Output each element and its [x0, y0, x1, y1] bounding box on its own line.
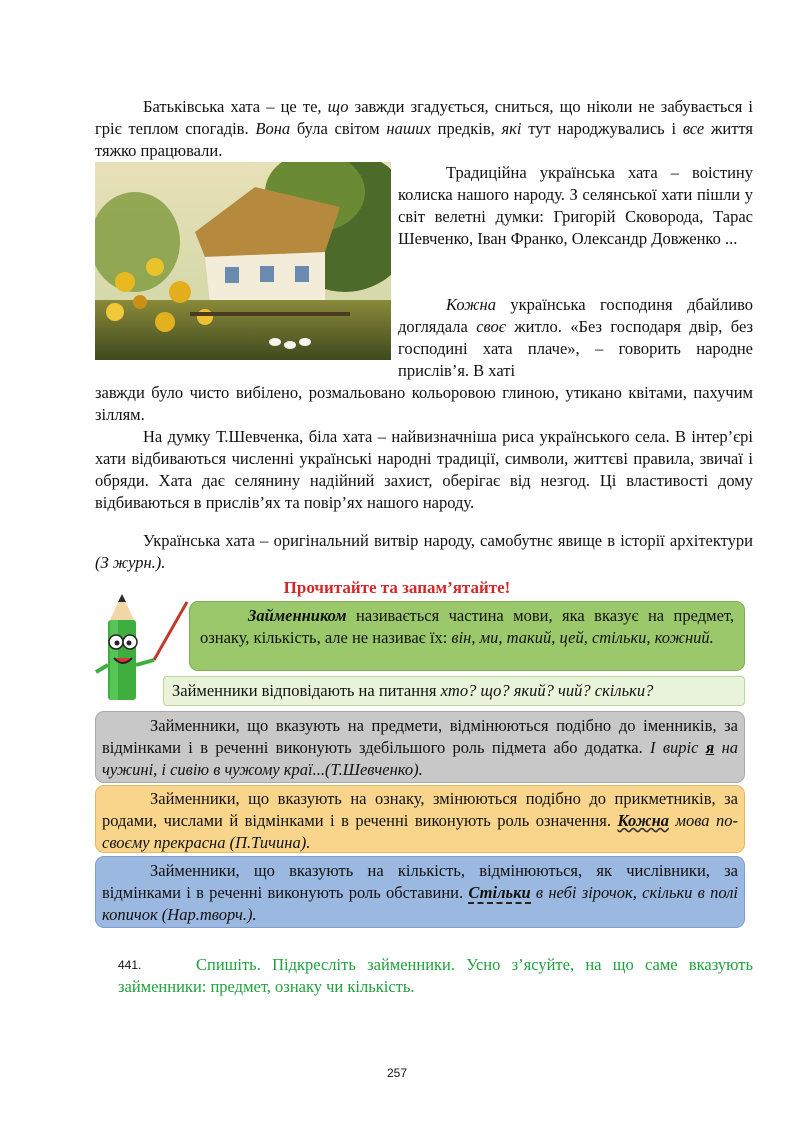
pronoun: все — [682, 119, 705, 138]
term-pronoun: Займенником — [248, 606, 347, 625]
rule-attribute-box: Займенники, що вказують на ознаку, змінюються подібно до прикметників, за родами, числами й відмінками і в реченні виконують роль означення. Кожна мова по-своєму прекрасна (П.Тичина). — [95, 785, 745, 853]
paragraph-housewife: Кожна українська господиня дбайливо доглядала своє житло. «Без господаря двір, без господині хата плаче», – говорить народне прислів’я. В хаті — [398, 295, 753, 380]
pronoun: які — [501, 119, 522, 138]
paragraph-intro: Батьківська хата – це те, що завжди згадується, сниться, що ніколи не забувається і гріє теплом спогадів. Вона була світом наших предків, які тут народжувались і все життя тяжко працювали. — [95, 97, 753, 160]
rule-quantity-box: Займенники, що вказують на кількість, відмінюються, як числівники, за відмінками і в реченні виконують роль обставини. Стільки в небі зірочок, скільки в полі копичок (Нар.творч.). — [95, 856, 745, 928]
page-number: 257 — [386, 1066, 408, 1080]
exercise-number: 441. — [118, 958, 142, 972]
pronoun: наших — [386, 119, 431, 138]
rule-questions-box: Займенники відповідають на питання хто? що? який? чий? скільки? — [163, 676, 745, 706]
underlined-pronoun: Кожна — [617, 811, 670, 830]
pronoun: Вона — [255, 119, 291, 138]
rule-title: Прочитайте та запам’ятайте! — [283, 578, 511, 597]
village-house-painting — [95, 162, 391, 360]
paragraph-shevchenko: На думку Т.Шевченка, біла хата – найвизначніша риса українського села. В інтер’єрі хати відбиваються численні українські народні традиції, символи, життєві правила, звичаї і обряди. Хата дає селянину надійний захист, оберігає від незгод. Ці властивості дому відбиваються в прислів’ях та повір’ях нашого народу. — [95, 427, 753, 512]
exercise-text: Спишіть. Підкресліть займенники. Усно з’ясуйте, на що саме вказують займенники: предмет, ознаку чи кількість. — [118, 955, 753, 996]
underlined-pronoun: я — [705, 738, 715, 757]
pronoun: що — [327, 97, 349, 116]
paragraph-architecture: Українська хата – оригінальний витвір народу, самобутнє явище в історії архітектури (З журн.). — [95, 531, 753, 572]
rule-object-box: Займенники, що вказують на предмети, відмінюються подібно до іменників, за відмінками і в реченні виконують здебільшого роль підмета або додатка. І виріс я на чужині, і сивію в чужому краї...(Т.Шевченко). — [95, 711, 745, 783]
paragraph-housewife-cont: завжди було чисто вибілено, розмальовано кольоровою глиною, утикано квітами, пахучим зіллям. — [95, 383, 753, 424]
paragraph-cradle: Традиційна українська хата – воістину колиска нашого народу. З селянської хати пішли у світ велетні думки: Григорій Сковорода, Тарас Шевченко, Іван Франко, Олександр Довженко ... — [398, 163, 753, 248]
underlined-pronoun: Стільки — [468, 883, 531, 902]
rule-definition-box: Займенником називається частина мови, яка вказує на предмет, ознаку, кількість, але не називає їх: він, ми, такий, цей, стільки, кожний. — [189, 601, 745, 671]
